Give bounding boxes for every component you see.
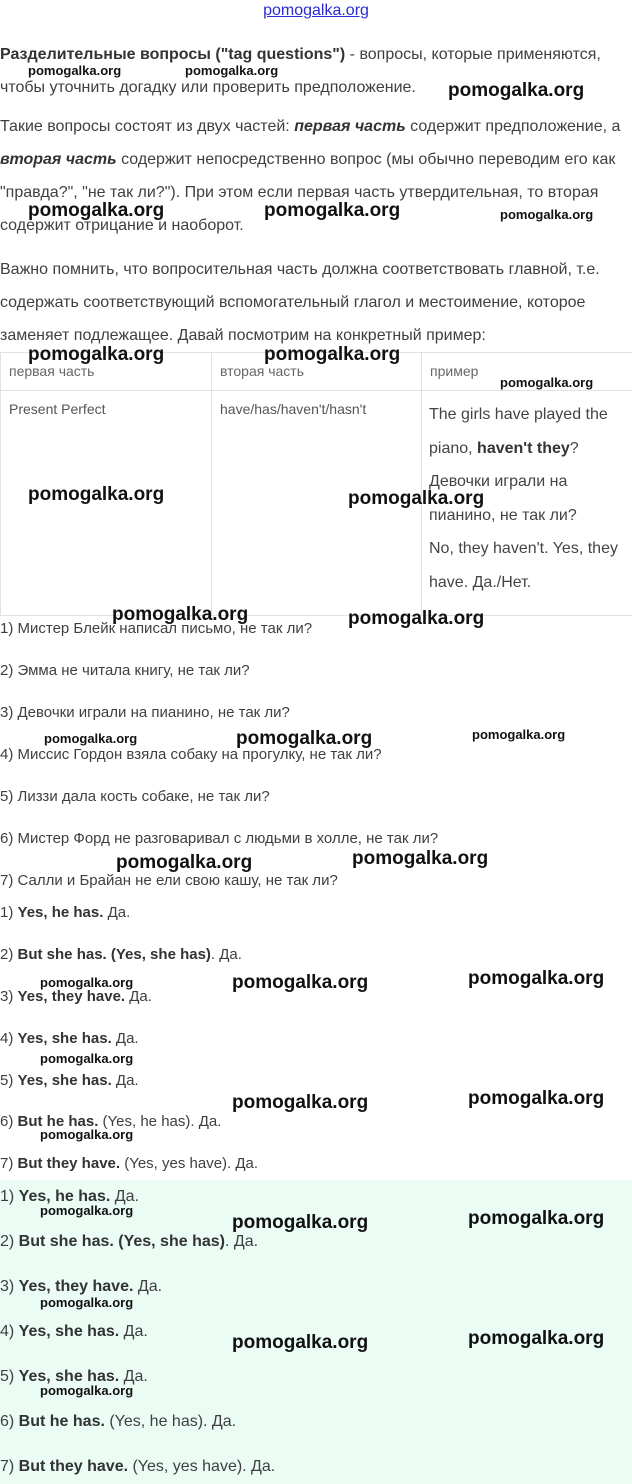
watermark: pomogalka.org bbox=[40, 1203, 134, 1218]
question-item: 6) Мистер Форд не разговаривал с людьми в холле, не так ли? bbox=[0, 830, 439, 847]
watermark: pomogalka.org bbox=[232, 1332, 369, 1353]
watermark: pomogalka.org bbox=[468, 1088, 605, 1109]
question-item: 7) Салли и Брайан не ели свою кашу, не так ли? bbox=[0, 872, 338, 889]
watermark: pomogalka.org bbox=[468, 1328, 605, 1349]
answer-item: 2) But she has. (Yes, she has). Да. bbox=[0, 946, 242, 963]
p2-text-1: Такие вопросы состоят из двух частей: bbox=[0, 118, 295, 135]
table-header-second: вторая часть bbox=[220, 363, 304, 379]
question-item: 4) Миссис Гордон взяла собаку на прогулку, не так ли? bbox=[0, 746, 382, 763]
question-item: 3) Девочки играли на пианино, не так ли? bbox=[0, 704, 290, 721]
intro-term: Разделительные вопросы ("tag questions") bbox=[0, 46, 346, 63]
watermark: pomogalka.org bbox=[348, 608, 485, 629]
p3-text: Важно помнить, что вопросительная часть должна соответствовать главной, т.е. содержать соответствующий вспомогательный глагол и местоимение, которое заменяет подлежащее. Давай посмотрим на конкретный пример: bbox=[0, 261, 600, 344]
watermark: pomogalka.org bbox=[352, 848, 489, 869]
watermark: pomogalka.org bbox=[112, 604, 249, 625]
intro-paragraph-3 bbox=[0, 253, 628, 352]
watermark: pomogalka.org bbox=[448, 80, 585, 101]
watermark: pomogalka.org bbox=[232, 1092, 369, 1113]
table-cell-aux: have/has/haven't/hasn't bbox=[220, 401, 367, 417]
watermark: pomogalka.org bbox=[232, 1212, 369, 1233]
watermark: pomogalka.org bbox=[28, 63, 122, 78]
answer-item: 3) Yes, they have. Да. bbox=[0, 988, 152, 1005]
watermark: pomogalka.org bbox=[472, 727, 566, 742]
watermark: pomogalka.org bbox=[264, 344, 401, 365]
example-qmark: ? bbox=[569, 439, 579, 457]
table-header-example: пример bbox=[430, 363, 479, 379]
answer-item: 4) Yes, she has. Да. bbox=[0, 1030, 139, 1047]
example-answers: No, they haven't. Yes, they have. Да./Нет. bbox=[429, 540, 618, 591]
watermark: pomogalka.org bbox=[40, 975, 134, 990]
intro-definition: - вопросы, которые применяются, чтобы уточнить догадку или проверить предположение. bbox=[0, 46, 601, 96]
watermark: pomogalka.org bbox=[185, 63, 279, 78]
highlighted-answer-item: 1) Yes, he has. Да. bbox=[0, 1188, 139, 1205]
p2-first-part: первая часть bbox=[294, 118, 406, 135]
example-sentence: The girls have played the piano, bbox=[429, 406, 608, 457]
watermark: pomogalka.org bbox=[28, 484, 165, 505]
watermark: pomogalka.org bbox=[468, 968, 605, 989]
p2-text-3: содержит непосредственно вопрос (мы обычно переводим его как "правда?", "не так ли?"). При этом если первая часть утвердительная, то вторая содержит отрицание и наоборот. bbox=[0, 151, 616, 234]
highlighted-answer-item: 5) Yes, she has. Да. bbox=[0, 1368, 148, 1385]
answer-item: 5) Yes, she has. Да. bbox=[0, 1072, 139, 1089]
question-item: 1) Мистер Блейк написал письмо, не так ли? bbox=[0, 620, 313, 637]
highlighted-answer-item: 2) But she has. (Yes, she has). Да. bbox=[0, 1233, 259, 1250]
watermark: pomogalka.org bbox=[236, 728, 373, 749]
watermark: pomogalka.org bbox=[40, 1127, 134, 1142]
table-header-first: первая часть bbox=[9, 363, 95, 379]
question-item: 2) Эмма не читала книгу, не так ли? bbox=[0, 662, 250, 679]
intro-paragraph-2 bbox=[0, 110, 628, 242]
watermark: pomogalka.org bbox=[28, 200, 165, 221]
table-cell-tense: Present Perfect bbox=[9, 401, 106, 417]
table-column-2 bbox=[211, 353, 422, 615]
watermark: pomogalka.org bbox=[40, 1383, 134, 1398]
watermark: pomogalka.org bbox=[348, 488, 485, 509]
watermark: pomogalka.org bbox=[40, 1295, 134, 1310]
answer-item: 1) Yes, he has. Да. bbox=[0, 904, 131, 921]
p2-second-part: вторая часть bbox=[0, 151, 117, 168]
site-link[interactable]: pomogalka.org bbox=[263, 2, 369, 19]
example-tag: haven't they bbox=[477, 439, 570, 457]
watermark: pomogalka.org bbox=[116, 852, 253, 873]
watermark: pomogalka.org bbox=[500, 207, 594, 222]
watermark: pomogalka.org bbox=[44, 731, 138, 746]
question-item: 5) Лиззи дала кость собаке, не так ли? bbox=[0, 788, 270, 805]
watermark: pomogalka.org bbox=[40, 1051, 134, 1066]
watermark: pomogalka.org bbox=[500, 375, 594, 390]
watermark: pomogalka.org bbox=[28, 344, 165, 365]
highlighted-answer-item: 3) Yes, they have. Да. bbox=[0, 1278, 163, 1295]
highlighted-answer-item: 4) Yes, she has. Да. bbox=[0, 1323, 148, 1340]
watermark: pomogalka.org bbox=[232, 972, 369, 993]
p2-text-2: содержит предположение, а bbox=[405, 118, 621, 135]
highlighted-answer-item: 7) But they have. (Yes, yes have). Да. bbox=[0, 1458, 276, 1475]
highlighted-answer-item: 6) But he has. (Yes, he has). Да. bbox=[0, 1413, 237, 1430]
example-translation: Девочки играли на пианино, не так ли? bbox=[429, 473, 577, 524]
answer-item: 6) But he has. (Yes, he has). Да. bbox=[0, 1113, 222, 1130]
watermark: pomogalka.org bbox=[468, 1208, 605, 1229]
watermark: pomogalka.org bbox=[264, 200, 401, 221]
table-header-divider bbox=[1, 390, 632, 391]
answer-item: 7) But they have. (Yes, yes have). Да. bbox=[0, 1155, 259, 1172]
